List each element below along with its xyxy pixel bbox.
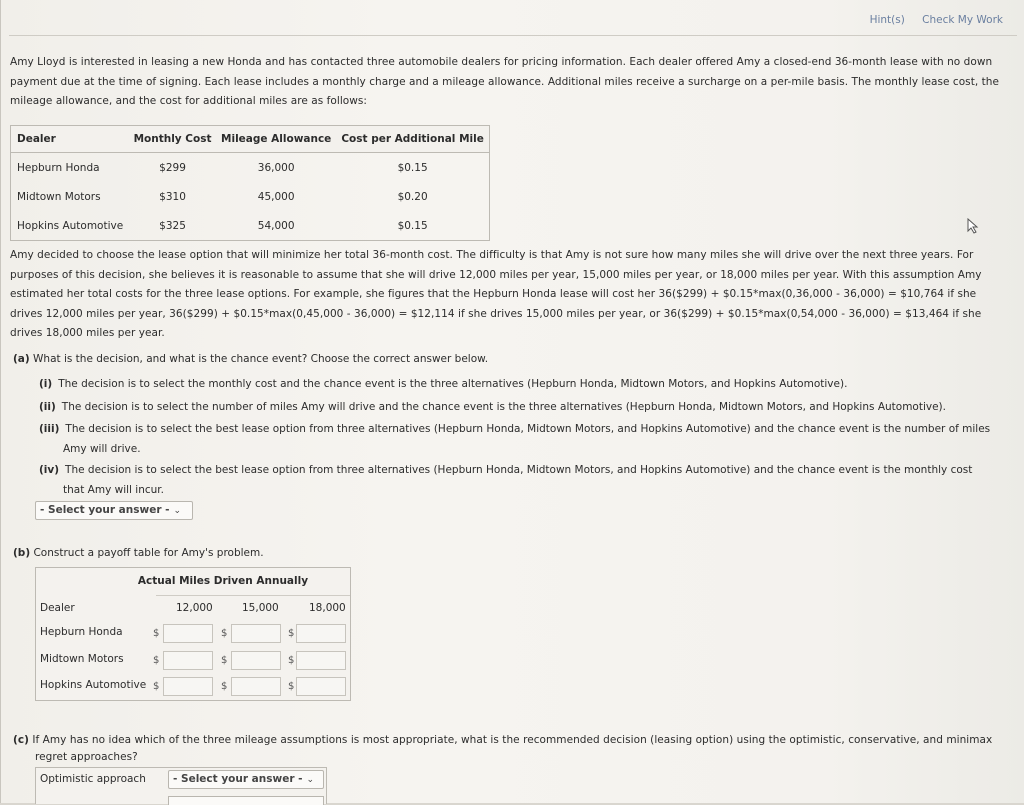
currency-symbol: $ (153, 655, 160, 666)
part-b-question (13, 547, 264, 559)
optimistic-label: Optimistic approach (40, 773, 146, 785)
payoff-input-hopkins-15000[interactable] (231, 677, 281, 696)
part-a-text: What is the decision, and what is the chance event? Choose the correct answer below. (33, 353, 489, 365)
dealer-table (10, 125, 490, 241)
hint-bar (856, 14, 1003, 26)
intro-line: Amy Lloyd is interested in leasing a new Honda and has contacted three automobile dealers for pricing information. Each dealer offered Amy a closed-end 36-month lease with no down (10, 56, 993, 68)
currency-symbol: $ (153, 628, 160, 639)
currency-symbol: $ (221, 628, 228, 639)
table-header-row (11, 126, 490, 153)
select-label: - Select your answer - (173, 773, 303, 785)
part-a-question (13, 353, 488, 365)
cost-per-mile: $0.20 (397, 190, 428, 203)
scenario-line: drives 12,000 miles per year, 36($299) + $0.15*max(0,45,000 - 36,000) = $12,114 if she drives 15,000 miles per year, or 36($299) + $0.15*max(0,54,000 - 36,000) = $13,464 if she (10, 307, 982, 320)
payoff-input-hepburn-12000[interactable] (163, 624, 213, 643)
table-row (11, 211, 490, 241)
payoff-input-hepburn-18000[interactable] (296, 624, 346, 643)
option-label: (iii) (39, 423, 60, 435)
payoff-input-midtown-12000[interactable] (163, 651, 213, 670)
currency-symbol: $ (221, 655, 228, 666)
payoff-column-header: 15,000 (242, 602, 279, 614)
option-label: (ii) (39, 401, 56, 413)
option-text-cont: Amy will drive. (63, 442, 141, 455)
scenario-line: Amy decided to choose the lease option that will minimize her total 36-month cost. The difficulty is that Amy is not sure how many miles she will drive over the next three years. For (10, 249, 974, 261)
part-c-text: If Amy has no idea which of the three mileage assumptions is most appropriate, what is the recommended decision (leasing option) using the optimistic, conservative, and minimax (32, 734, 993, 746)
divider (9, 35, 1017, 36)
currency-symbol: $ (288, 681, 295, 692)
currency-symbol: $ (153, 681, 160, 692)
mileage-allowance: 54,000 (257, 219, 295, 232)
cost-per-mile: $0.15 (397, 161, 428, 174)
header-cost-per-mile: Cost per Additional Mile (336, 126, 489, 153)
header-mileage-allowance: Mileage Allowance (216, 126, 336, 153)
next-select-partial[interactable] (168, 796, 324, 805)
part-c-text-cont: regret approaches? (35, 751, 138, 763)
option-iii (39, 420, 1014, 459)
currency-symbol: $ (221, 681, 228, 692)
check-my-work-link[interactable]: Check My Work (922, 14, 1003, 26)
cost-per-mile: $0.15 (397, 219, 428, 232)
divider (156, 595, 350, 596)
approach-table (35, 767, 327, 804)
currency-symbol: $ (288, 628, 295, 639)
table-row (11, 182, 490, 211)
optimistic-answer-select[interactable] (168, 770, 324, 789)
option-text-cont: that Amy will incur. (63, 483, 164, 496)
header-monthly-cost: Monthly Cost (129, 126, 216, 153)
intro-line: mileage allowance, and the cost for additional miles are as follows: (10, 95, 368, 107)
payoff-row-label: Hepburn Honda (40, 626, 123, 638)
option-i (39, 375, 1014, 395)
option-text: The decision is to select the best lease option from three alternatives (Hepburn Honda, Midtown Motors, and Hopkins Automotive) and the chance event is the monthly cost (65, 464, 973, 476)
chevron-down-icon: ⌄ (173, 506, 182, 516)
scenario-line: estimated her total costs for the three lease options. For example, she figures that the Hepburn Honda lease will cost her 36($299) + $0.15*max(0,36,000 - 36,000) = $10,764 if she (10, 288, 977, 300)
option-label: (iv) (39, 464, 60, 476)
option-text: The decision is to select the monthly cost and the chance event is the three alternatives (Hepburn Honda, Midtown Motors, and Hopkins Automotive). (58, 378, 848, 390)
monthly-cost: $299 (159, 161, 186, 174)
payoff-input-hopkins-18000[interactable] (296, 677, 346, 696)
payoff-table-header: Actual Miles Driven Annually (137, 575, 309, 587)
cursor-icon (967, 218, 979, 234)
payoff-input-midtown-15000[interactable] (231, 651, 281, 670)
dealer-name: Midtown Motors (17, 190, 101, 203)
option-text: The decision is to select the number of miles Amy will drive and the chance event is the three alternatives (Hepburn Honda, Midtown Motors, and Hopkins Automotive). (61, 401, 946, 413)
payoff-input-hepburn-15000[interactable] (231, 624, 281, 643)
payoff-dealer-label: Dealer (40, 602, 75, 614)
option-text: The decision is to select the best lease option from three alternatives (Hepburn Honda, Midtown Motors, and Hopkins Automotive) and the chance event is the number of miles (65, 423, 991, 435)
select-label: - Select your answer - (40, 504, 170, 516)
currency-symbol: $ (288, 655, 295, 666)
scenario-line: purposes of this decision, she believes it is reasonable to assume that she will drive 12,000 miles per year, 15,000 miles per year, or 18,000 miles per year. With this assumption Amy (10, 268, 982, 281)
payoff-column-header: 18,000 (309, 602, 346, 614)
payoff-table (35, 567, 351, 701)
header-dealer: Dealer (11, 126, 129, 153)
intro-line: payment due at the time of signing. Each lease includes a monthly charge and a mileage allowance. Additional miles receive a surcharge on a per-mile basis. The monthly lease cost, the (10, 75, 1000, 88)
mileage-allowance: 45,000 (257, 190, 295, 203)
option-iv (39, 461, 1014, 500)
scenario-line: drives 18,000 miles per year. (10, 327, 165, 339)
hints-link[interactable]: Hint(s) (869, 14, 905, 26)
table-row (11, 153, 490, 183)
part-b-label: (b) (13, 547, 31, 559)
payoff-input-hopkins-12000[interactable] (163, 677, 213, 696)
part-c-label: (c) (13, 734, 29, 746)
payoff-row-label: Midtown Motors (40, 653, 124, 665)
monthly-cost: $325 (159, 219, 186, 232)
payoff-input-midtown-18000[interactable] (296, 651, 346, 670)
chevron-down-icon: ⌄ (306, 775, 315, 785)
dealer-name: Hopkins Automotive (17, 219, 124, 232)
mileage-allowance: 36,000 (257, 161, 295, 174)
option-label: (i) (39, 378, 53, 390)
payoff-row-label: Hopkins Automotive (40, 679, 147, 691)
part-b-text: Construct a payoff table for Amy's problem. (33, 547, 264, 559)
intro-paragraph (10, 53, 1014, 112)
option-ii (39, 398, 1014, 418)
part-a-answer-select[interactable] (35, 501, 193, 520)
payoff-column-header: 12,000 (176, 602, 213, 614)
dealer-name: Hepburn Honda (17, 161, 100, 174)
scenario-paragraph (10, 246, 1014, 344)
part-c-question (13, 732, 1013, 766)
part-a-label: (a) (13, 353, 30, 365)
monthly-cost: $310 (159, 190, 186, 203)
